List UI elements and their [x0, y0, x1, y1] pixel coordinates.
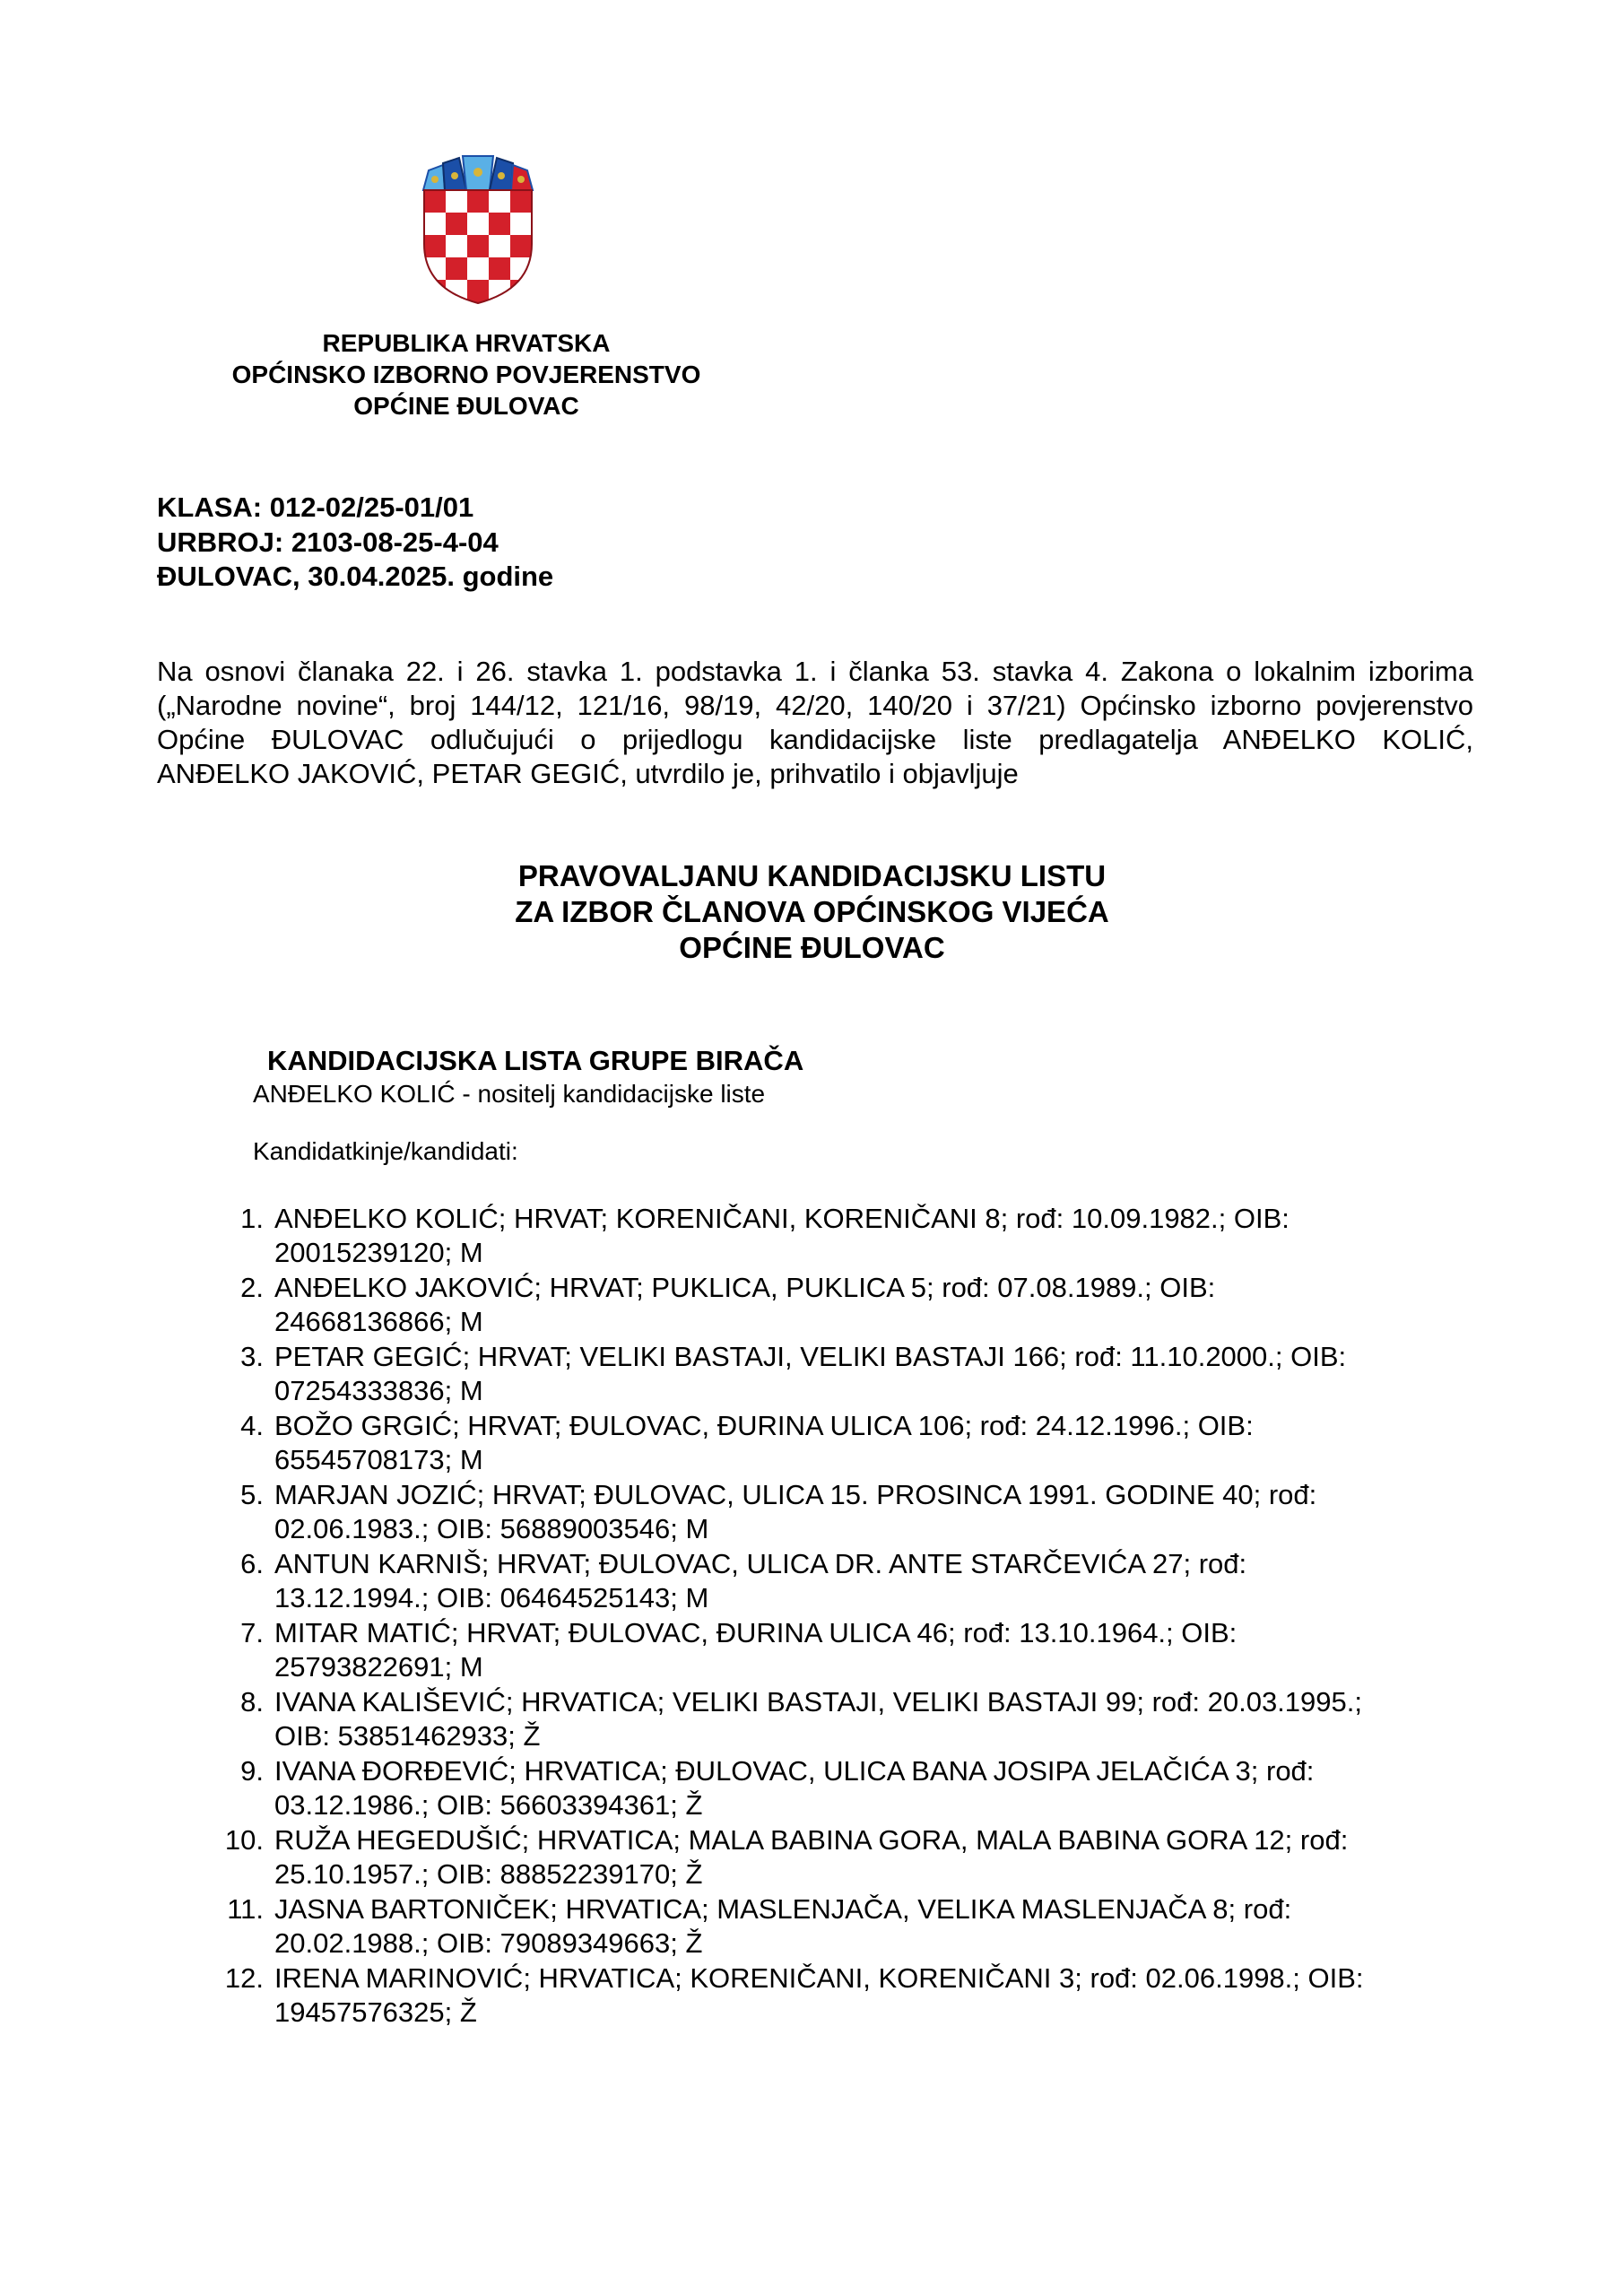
candidates-label: Kandidatkinje/kandidati: [253, 1137, 518, 1165]
candidate-number: 8. [240, 1686, 264, 1718]
header-municipality: OPĆINE ĐULOVAC [353, 392, 579, 420]
candidate-text: JASNA BARTONIČEK; HRVATICA; MASLENJAČA, VELIKA MASLENJAČA 8; rođ: 20.02.1988.; OIB: 79089349663; Ž [274, 1893, 1292, 1959]
urbroj-line: URBROJ: 2103-08-25-4-04 [157, 526, 499, 558]
candidate-text: PETAR GEGIĆ; HRVAT; VELIKI BASTAJI, VELIKI BASTAJI 166; rođ: 11.10.2000.; OIB: 07254333836; M [274, 1341, 1347, 1406]
candidate-text: BOŽO GRGIĆ; HRVAT; ĐULOVAC, ĐURINA ULICA 106; rođ: 24.12.1996.; OIB: 65545708173; M [274, 1410, 1254, 1475]
candidate-text: ANĐELKO KOLIĆ; HRVAT; KORENIČANI, KORENIČANI 8; rođ: 10.09.1982.; OIB: 20015239120; M [274, 1203, 1290, 1268]
candidate-text: IVANA ĐORĐEVIĆ; HRVATICA; ĐULOVAC, ULICA BANA JOSIPA JELAČIĆA 3; rođ: 03.12.1986.; OIB: 56603394361; Ž [274, 1755, 1315, 1821]
header-commission: OPĆINSKO IZBORNO POVJERENSTVO [231, 361, 701, 388]
list-heading: KANDIDACIJSKA LISTA GRUPE BIRAČA [267, 1045, 804, 1076]
candidate-number: 5. [240, 1479, 264, 1510]
candidate-number: 6. [240, 1548, 264, 1579]
candidate-number: 12. [224, 1962, 264, 1994]
candidate-text: ANĐELKO JAKOVIĆ; HRVAT; PUKLICA, PUKLICA 5; rođ: 07.08.1989.; OIB: 24668136866; M [274, 1272, 1216, 1337]
document-title-line1: PRAVOVALJANU KANDIDACIJSKU LISTU [517, 859, 1107, 892]
intro-paragraph [157, 655, 1473, 791]
candidate-text: RUŽA HEGEDUŠIĆ; HRVATICA; MALA BABINA GORA, MALA BABINA GORA 12; rođ: 25.10.1957.; OIB: 88852239170; Ž [274, 1824, 1349, 1890]
list-holder: ANĐELKO KOLIĆ - nositelj kandidacijske liste [253, 1080, 766, 1108]
candidate-text: ANTUN KARNIŠ; HRVAT; ĐULOVAC, ULICA DR. ANTE STARČEVIĆA 27; rođ: 13.12.1994.; OIB: 06464525143; M [274, 1548, 1247, 1613]
candidate-number: 1. [240, 1203, 264, 1234]
coat-of-arms-icon [420, 154, 536, 305]
candidate-number: 11. [227, 1893, 264, 1925]
candidate-number: 10. [224, 1824, 264, 1856]
intro-line: Općine ĐULOVAC odlučujući o prijedlogu kandidacijske liste predlagatelja ANĐELKO KOLIĆ, [157, 724, 1473, 755]
document-title-line3: OPĆINE ĐULOVAC [679, 931, 945, 964]
document-title-line2: ZA IZBOR ČLANOVA OPĆINSKOG VIJEĆA [515, 895, 1109, 928]
candidate-number: 2. [240, 1272, 264, 1303]
candidate-number: 3. [240, 1341, 264, 1372]
place-date-line: ĐULOVAC, 30.04.2025. godine [157, 561, 554, 592]
candidate-text: MARJAN JOZIĆ; HRVAT; ĐULOVAC, ULICA 15. PROSINCA 1991. GODINE 40; rođ: 02.06.1983.; OIB: 56889003546; M [274, 1479, 1317, 1544]
header-republic: REPUBLIKA HRVATSKA [322, 329, 611, 357]
candidate-number: 7. [240, 1617, 264, 1648]
klasa-line: KLASA: 012-02/25-01/01 [157, 491, 474, 523]
candidate-text: MITAR MATIĆ; HRVAT; ĐULOVAC, ĐURINA ULICA 46; rođ: 13.10.1964.; OIB: 25793822691; M [274, 1617, 1238, 1683]
candidate-text: IVANA KALIŠEVIĆ; HRVATICA; VELIKI BASTAJI, VELIKI BASTAJI 99; rođ: 20.03.1995.; OIB: 53851462933; Ž [274, 1686, 1362, 1752]
candidate-number: 9. [240, 1755, 264, 1787]
intro-line: ANĐELKO JAKOVIĆ, PETAR GEGIĆ, utvrdilo je, prihvatilo i objavljuje [157, 758, 1019, 789]
candidate-text: IRENA MARINOVIĆ; HRVATICA; KORENIČANI, KORENIČANI 3; rođ: 02.06.1998.; OIB: 19457576325; Ž [274, 1962, 1364, 2028]
intro-line: („Narodne novine“, broj 144/12, 121/16, 98/19, 42/20, 140/20 i 37/21) Općinsko izborno povjerenstvo [157, 690, 1473, 721]
intro-line: Na osnovi članaka 22. i 26. stavka 1. podstavka 1. i članka 53. stavka 4. Zakona o lokalnim izborima [157, 656, 1473, 687]
candidate-number: 4. [240, 1410, 264, 1441]
